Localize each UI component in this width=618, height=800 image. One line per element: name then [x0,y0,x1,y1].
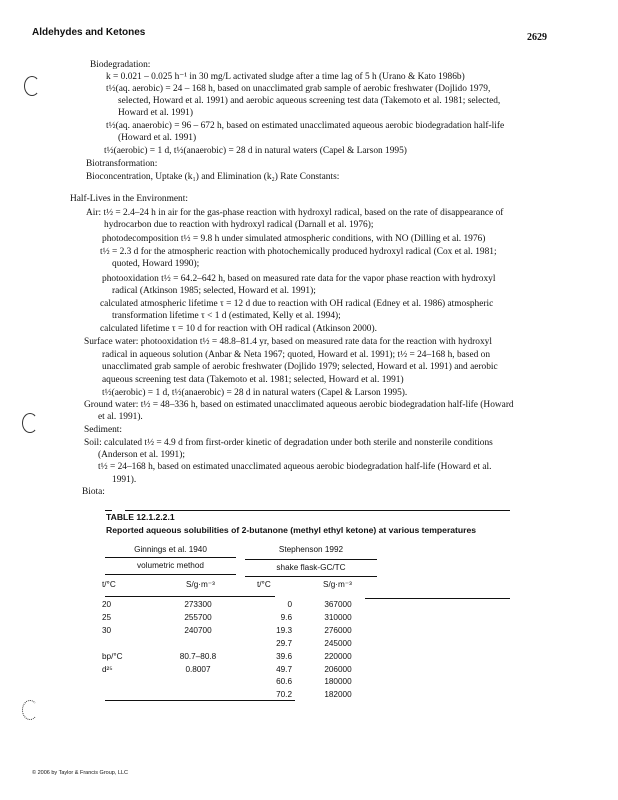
text-line: calculated lifetime τ = 10 d for reaction with OH radical (Atkinson 2000). [100,324,377,334]
rule [245,576,377,577]
text-line: Ground water: t½ = 48–336 h, based on estimated unacclimated aqueous aerobic biodegradation half-life (Howard [84,400,514,410]
col-header: S/g·m⁻³ [186,580,215,589]
rule [105,596,275,597]
table-cell: 206000 [324,664,352,674]
text-line: radical (Atkinson 1985; selected, Howard et al. 1991); [112,286,316,296]
table-cell: 30 [102,625,112,635]
text-line: transformation lifetime τ < 1 d (estimated, Kelly et al. 1994); [112,311,341,321]
table-cell: 39.6 [276,651,292,661]
table-cell: 0.8007 [185,664,211,674]
text-line: Biodegradation: [90,60,151,70]
text-line: hydrocarbon due to reaction with hydroxyl radical (Darnall et al. 1976); [104,220,374,230]
text-line: (Anderson et al. 1991); [98,450,185,460]
copyright: © 2006 by Taylor & Francis Group, LLC [32,770,128,776]
text-line: et al. 1991). [98,412,143,422]
table-cell: 240700 [184,625,212,635]
table-cell: 0 [287,600,292,609]
table-cell: 180000 [324,677,352,687]
text-line: Biotransformation: [86,159,158,169]
col-header: t/°C [257,580,271,589]
table-cell: 60.6 [276,677,292,687]
table-cell: bp/°C [102,651,123,661]
table-cell: 19.3 [276,625,292,635]
table-cell: 9.6 [280,612,292,622]
table-cell: 20 [102,600,112,609]
text-line: aqueous screening test data (Takemoto et al. 1981; selected, Howard et al. 1991) [102,375,404,385]
text-line: t½ = 2.3 d for the atmospheric reaction with photochemically produced hydroxyl radical (Cox et al. 1981; [100,247,497,257]
table-cell: 273300 [184,600,212,609]
table-cell: 29.7 [276,638,292,648]
text-line: Air: t½ = 2.4–24 h in air for the gas-phase reaction with hydroxyl radical, based on the rate of disappearance of [86,208,504,218]
text-line: t½(aq. anaerobic) = 96 – 672 h, based on estimated unacclimated aqueous aerobic biodegradation half-life [106,121,505,131]
table-cell: 80.7–80.8 [179,651,217,661]
table-cell: 182000 [324,690,352,700]
text-line: (Howard et al. 1991) [118,133,197,143]
table-cell: d²⁵ [102,664,113,674]
text-line: calculated atmospheric lifetime τ = 12 d due to reaction with OH radical (Edney et al. 1986) atmospheric [100,299,494,309]
table-cell: 220000 [324,651,352,661]
table-cell: 245000 [324,638,352,648]
col-header: t/°C [102,580,116,589]
text-line: Biota: [82,487,105,497]
text-line: Soil: calculated t½ = 4.9 d from first-order kinetic of degradation under both sterile and nonsterile conditions [84,438,493,448]
rule [105,574,236,575]
page-number: 2629 [527,32,547,43]
table-top-rule [125,510,510,511]
text-line: Bioconcentration, Uptake (k₁) and Elimination (k₂) Rate Constants: [86,172,340,182]
text-line: t½(aerobic) = 1 d, t½(anaerobic) = 28 d in natural waters (Capel & Larson 1995). [102,388,408,398]
scan-hole-mark [24,76,40,96]
table-cell: 255700 [184,612,212,622]
text-line: Howard et al. 1991) [118,108,193,118]
left-source: Ginnings et al. 1940 [134,545,207,554]
right-source: Stephenson 1992 [278,545,344,554]
right-method: shake flask-GC/TC [276,563,346,572]
table-bottom-rule [105,700,295,701]
text-line: Sediment: [84,425,123,435]
table-cell: 367000 [324,600,352,609]
text-line: t½(aq. aerobic) = 24 – 168 h, based on unacclimated grab sample of aerobic freshwater (Dojlido 1979, [106,84,491,94]
rule [105,557,236,558]
left-method: volumetric method [137,561,204,570]
table-top-rule [105,510,112,511]
table-caption: Reported aqueous solubilities of 2-butanone (methyl ethyl ketone) at various temperatures [106,525,477,535]
text-line: t½(aerobic) = 1 d, t½(anaerobic) = 28 d in natural waters (Capel & Larson 1995) [104,146,407,156]
text-line: Half-Lives in the Environment: [70,194,188,204]
table-cell: 70.2 [276,690,292,700]
text-line: quoted, Howard 1990); [112,259,200,269]
text-line: selected, Howard et al. 1991) and aerobic aqueous screening test data (Takemoto et al. 1981; selected, [118,96,501,106]
text-line: unacclimated grab sample of aerobic freshwater (Dojlido 1979; selected, Howard et al. 1991) and aerobic [102,362,498,372]
text-line: photodecomposition t½ = 9.8 h under simulated atmospheric conditions, with NO (Dilling et al. 1976) [102,234,486,244]
table-cell: 276000 [324,625,352,635]
text-line: Surface water: photooxidation t½ = 48.8–81.4 yr, based on measured rate data for the reaction with hydroxyl [84,337,492,347]
table-cell: 310000 [324,612,352,622]
text-line: t½ = 24–168 h, based on estimated unacclimated aqueous aerobic biodegradation half-life (Howard et al. [98,462,492,472]
rule [245,559,377,560]
text-line: k = 0.021 – 0.025 h⁻¹ in 30 mg/L activated sludge after a time lag of 5 h (Urano & Kato 1986b) [106,72,465,82]
table-number: TABLE 12.1.2.2.1 [106,512,175,522]
text-line: photooxidation t½ = 64.2–642 h, based on measured rate data for the vapor phase reaction with hydroxyl [102,274,496,284]
scan-hole-mark [22,700,38,720]
col-header: S/g·m⁻³ [323,580,352,589]
text-line: radical in aqueous solution (Anbar & Neta 1967; quoted, Howard et al. 1991); t½ = 24–168 h, based on [102,350,491,360]
table-cell: 25 [102,612,112,622]
text-line: 1991). [112,475,137,485]
running-title: Aldehydes and Ketones [32,27,146,38]
rule [365,598,510,599]
table-cell: 49.7 [276,664,292,674]
scan-hole-mark [22,413,38,433]
